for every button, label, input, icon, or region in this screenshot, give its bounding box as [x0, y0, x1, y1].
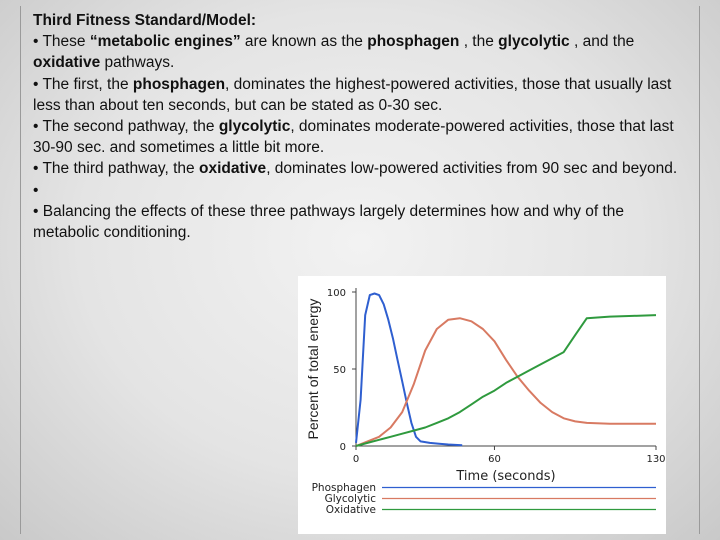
- bullet-bold-term: oxidative: [198, 160, 267, 178]
- bullet-bold-term: glycolytic: [218, 118, 291, 136]
- bullet-text: • These: [33, 33, 90, 51]
- bullet-text: pathways.: [100, 54, 175, 72]
- series-line-oxidative: [356, 315, 656, 446]
- energy-chart-svg: [298, 276, 666, 534]
- series-line-phosphagen: [356, 294, 462, 446]
- chart-legend: [312, 482, 656, 516]
- bullet-text: , and the: [569, 33, 635, 51]
- bullet-text: • The first, the: [33, 75, 133, 93]
- bullet-bold-term: “metabolic engines”: [89, 33, 241, 51]
- bullet-item: [33, 158, 693, 179]
- bullet-item: [33, 31, 693, 73]
- bullet-text: • Balancing the effects of these three pathways largely determines how and why of the metabolic conditioning.: [33, 202, 625, 242]
- slide-text-block: [33, 10, 693, 243]
- x-axis-label: Time (seconds): [456, 469, 556, 484]
- bullet-item: [33, 180, 693, 201]
- bullet-text: , dominates low-powered activities from 90 sec and beyond.: [266, 160, 678, 178]
- x-tick-label: 60: [488, 454, 501, 465]
- bullet-item: [33, 74, 693, 116]
- y-tick-label: 50: [333, 365, 346, 376]
- bullet-text: , the: [459, 33, 499, 51]
- y-axis-label: Percent of total energy: [305, 298, 321, 440]
- bullet-text: • The third pathway, the: [33, 160, 199, 178]
- energy-chart: [298, 276, 666, 534]
- x-tick-label: 0: [352, 454, 360, 465]
- bullet-bold-term: oxidative: [33, 54, 101, 72]
- legend-label-oxidative: Oxidative: [325, 504, 376, 516]
- legend-label-phosphagen: Phosphagen: [311, 482, 376, 494]
- bullet-text: , dominates the highest-powered activities, those that usually last less than about ten seconds, but can be stated as 0-30 sec.: [33, 75, 672, 114]
- bullet-item: [33, 201, 693, 243]
- bullet-text: •: [33, 181, 39, 199]
- bullet-text: , dominates moderate-powered activities, those that last 30-90 sec. and sometimes a little bit more.: [33, 118, 674, 157]
- bullet-bold-term: phosphagen: [132, 75, 226, 93]
- bullet-bold-term: glycolytic: [498, 33, 570, 51]
- chart-lines: [356, 294, 656, 447]
- bullet-text: are known as the: [240, 33, 368, 51]
- slide-title: Third Fitness Standard/Model:: [33, 12, 257, 29]
- bullet-item: [33, 116, 693, 158]
- bullet-list: [33, 31, 693, 243]
- y-tick-label: 100: [326, 288, 346, 299]
- bullet-text: • The second pathway, the: [33, 118, 219, 136]
- legend-label-glycolytic: Glycolytic: [324, 493, 376, 505]
- x-tick-label: 130: [646, 454, 666, 465]
- y-tick-label: 0: [339, 442, 346, 453]
- bullet-bold-term: phosphagen: [367, 33, 460, 51]
